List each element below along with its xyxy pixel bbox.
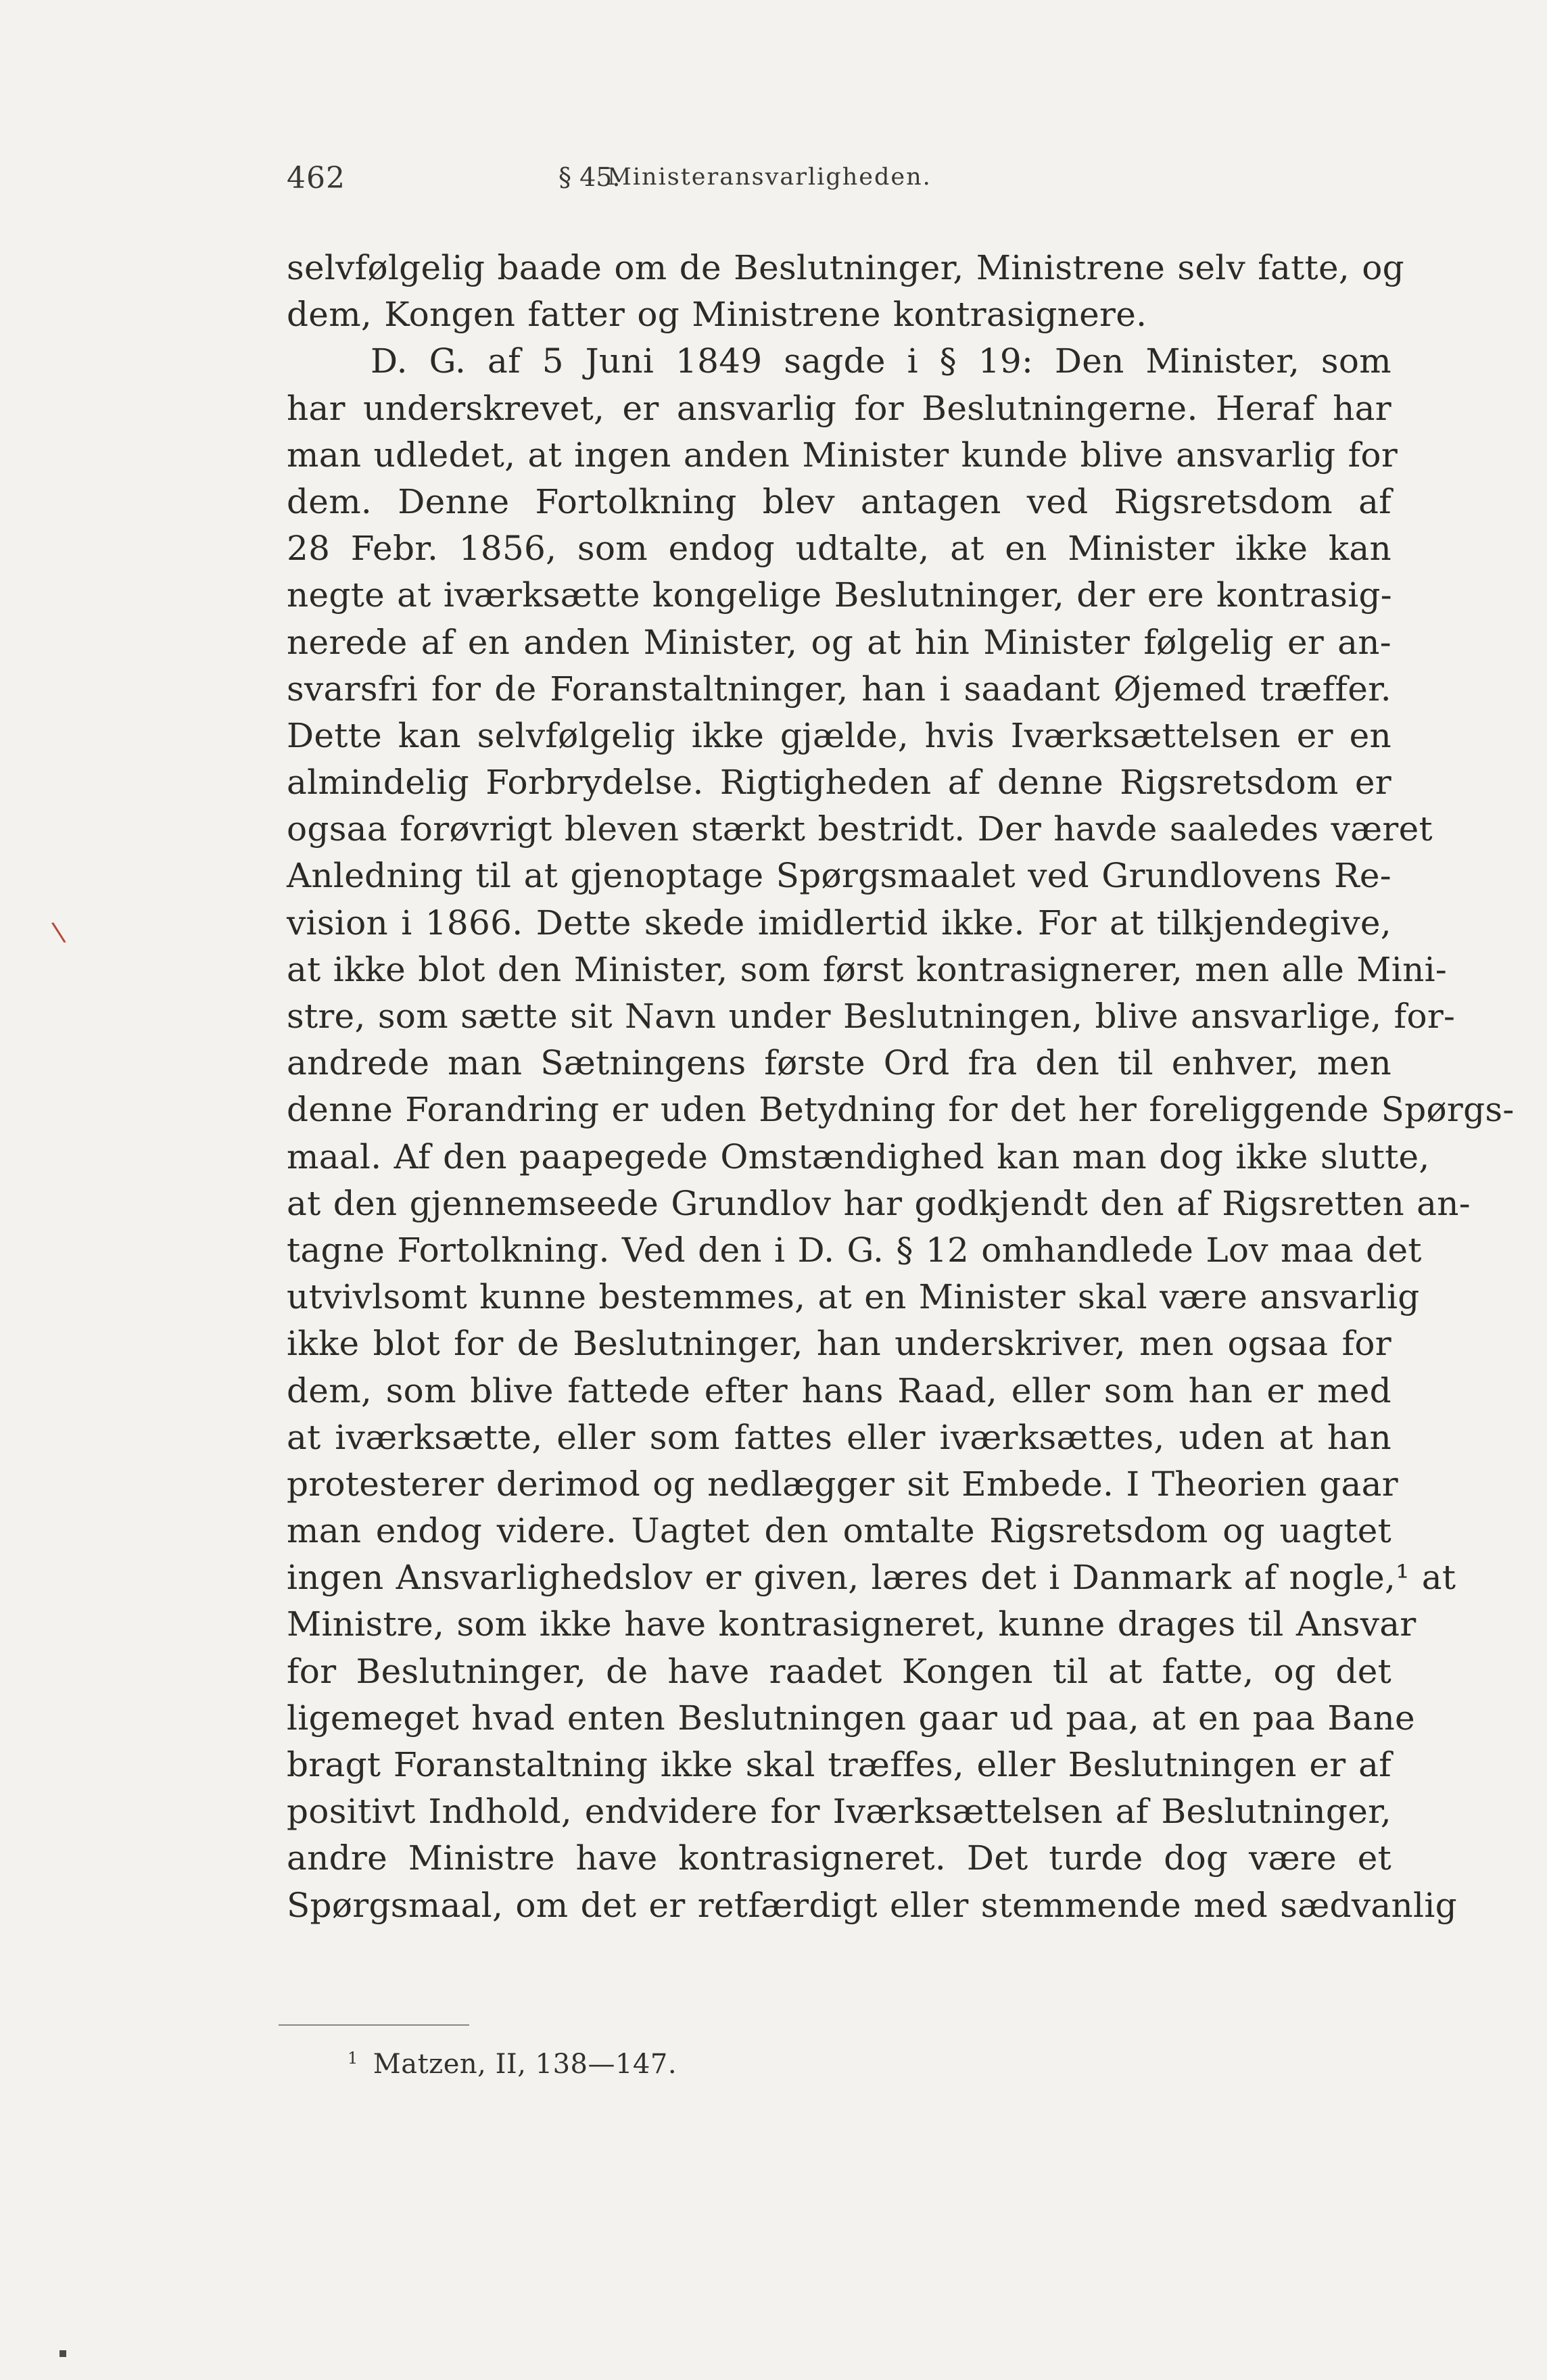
text-line: ligemeget hvad enten Beslutningen gaar ud paa, at en paa Bane [287,1698,1415,1738]
text-line: almindelig Forbrydelse. Rigtigheden af denne Rigsretsdom er [287,763,1391,803]
text-line: selvfølgelig baade om de Beslutninger, Ministrene selv fatte, og [287,248,1404,287]
text-line: man endog videre. Uagtet den omtalte Rigsretsdom og uagtet [287,1511,1391,1551]
text-line: D. G. af 5 Juni 1849 sagde i § 19: Den Minister, som [371,341,1391,381]
text-line: andrede man Sætningens første Ord fra den til enhver, men [287,1043,1391,1083]
text-line: protesterer derimod og nedlægger sit Embede. I Theorien gaar [287,1464,1398,1504]
footnote [348,2049,677,2080]
text-line: stre, som sætte sit Navn under Beslutningen, blive ansvarlige, for- [287,997,1456,1036]
text-line: dem, som blive fattede efter hans Raad, eller som han er med [287,1371,1391,1410]
text-line: nerede af en anden Minister, og at hin Minister følgelig er an- [287,622,1391,662]
footnote-divider [279,2024,469,2026]
margin-pencil-mark: \ [50,916,68,949]
text-line: andre Ministre have kontrasigneret. Det turde dog være et [287,1838,1391,1878]
text-line: at iværksætte, eller som fattes eller iværksættes, uden at han [287,1417,1391,1457]
text-line: svarsfri for de Foranstaltninger, han i saadant Øjemed træffer. [287,669,1391,709]
text-line: har underskrevet, er ansvarlig for Beslutningerne. Heraf har [287,388,1391,428]
text-line: Anledning til at gjenoptage Spørgsmaalet ved Grundlovens Re- [287,856,1391,896]
scan-corner-mark [60,2350,66,2357]
text-line: man udledet, at ingen anden Minister kunde blive ansvarlig for [287,435,1398,475]
text-line: ogsaa forøvrigt bleven stærkt bestridt. Der havde saaledes været [287,809,1433,849]
text-line: for Beslutninger, de have raadet Kongen til at fatte, og det [287,1651,1391,1691]
text-line: positivt Indhold, endvidere for Iværksættelsen af Beslutninger, [287,1792,1391,1832]
text-line: 28 Febr. 1856, som endog udtalte, at en Minister ikke kan [287,529,1391,569]
text-line: ikke blot for de Beslutninger, han underskriver, men ogsaa for [287,1324,1391,1364]
section-number: § 45. [558,162,621,192]
text-line: at den gjennemseede Grundlov har godkjendt den af Rigsretten an- [287,1183,1471,1223]
text-line: vision i 1866. Dette skede imidlertid ikke. For at tilkjendegive, [287,903,1391,943]
text-line: bragt Foranstaltning ikke skal træffes, eller Beslutningen er af [287,1745,1391,1784]
text-line: maal. Af den paapegede Omstændighed kan man dog ikke slutte, [287,1137,1430,1176]
text-line: at ikke blot den Minister, som først kontrasignerer, men alle Mini- [287,949,1448,989]
text-line: Ministre, som ikke have kontrasigneret, kunne drages til Ansvar [287,1604,1417,1644]
text-line: Spørgsmaal, om det er retfærdigt eller stemmende med sædvanlig [287,1885,1457,1925]
running-header [287,161,1139,201]
text-line: ingen Ansvarlighedslov er given, læres det i Danmark af nogle,¹ at [287,1558,1456,1598]
body-text [287,245,1515,1929]
footnote-marker: 1 [348,2049,358,2068]
text-line: dem, Kongen fatter og Ministrene kontrasignere. [287,295,1147,335]
text-line: negte at iværksætte kongelige Beslutninger, der ere kontrasig- [287,575,1392,615]
text-line: dem. Denne Fortolkning blev antagen ved Rigsretsdom af [287,481,1391,521]
text-line: tagne Fortolkning. Ved den i D. G. § 12 omhandlede Lov maa det [287,1230,1422,1270]
text-line: Dette kan selvfølgelig ikke gjælde, hvis Iværksættelsen er en [287,715,1391,755]
running-title: Ministeransvarligheden. [607,164,932,191]
text-line: denne Forandring er uden Betydning for det her foreliggende Spørgs- [287,1090,1515,1130]
page-number: 462 [287,161,346,195]
footnote-text: Matzen, II, 138—147. [373,2049,677,2080]
text-line: utvivlsomt kunne bestemmes, at en Minister skal være ansvarlig [287,1277,1420,1317]
